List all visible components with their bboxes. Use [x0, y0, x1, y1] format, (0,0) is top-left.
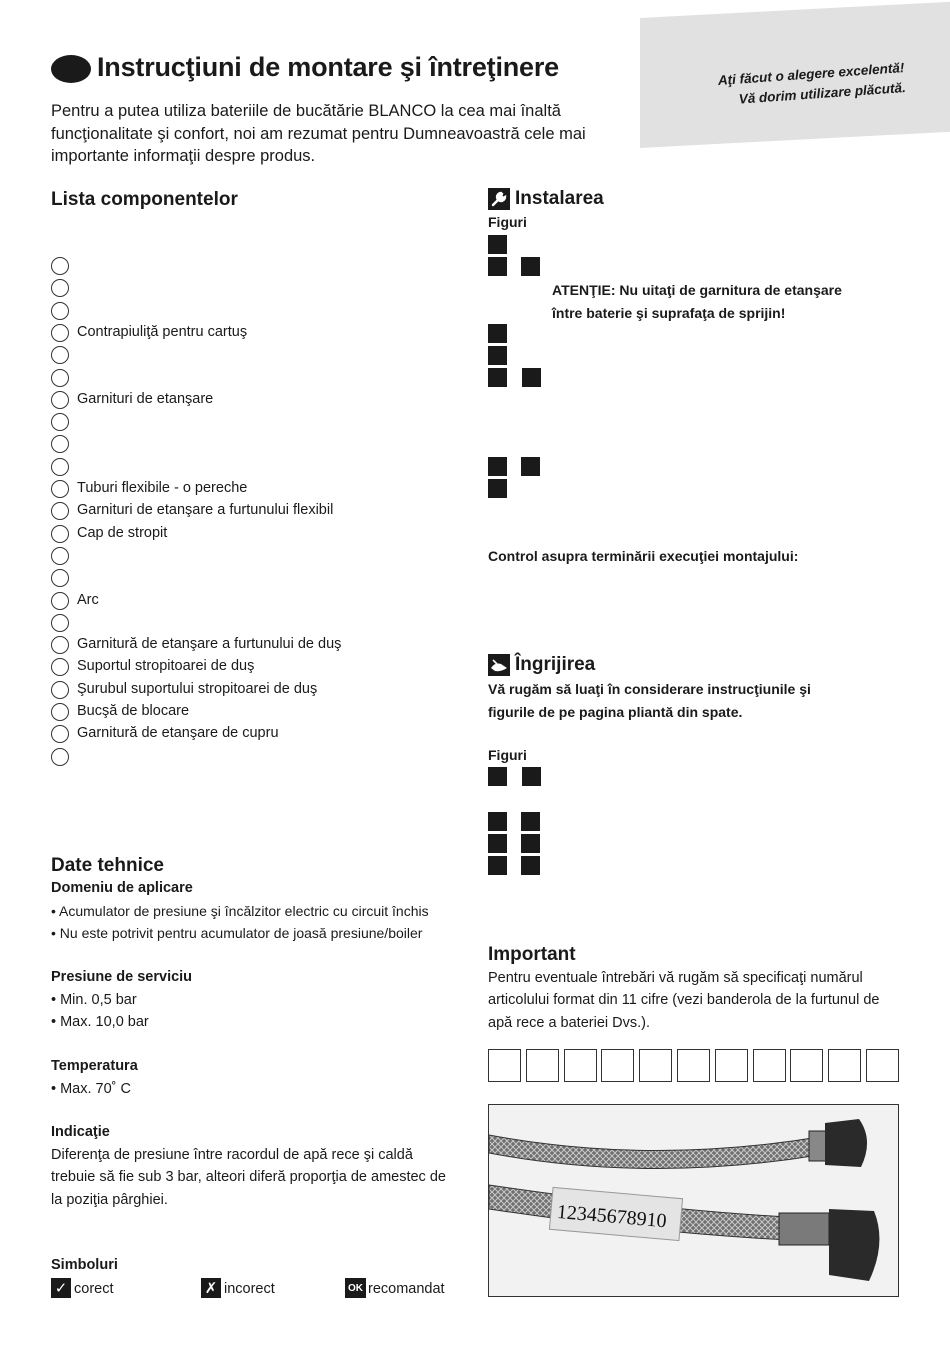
component-checkbox	[51, 279, 69, 297]
figure-marker	[488, 812, 507, 831]
component-checkbox	[51, 525, 69, 543]
component-label: Suportul stropitoarei de duş	[77, 658, 255, 674]
temperature-list	[51, 1078, 131, 1100]
component-checkbox	[51, 346, 69, 364]
pressure-list	[51, 989, 149, 1034]
installation-figures-label: Figuri	[488, 214, 527, 230]
figure-marker	[488, 257, 507, 276]
note-text: Diferenţa de presiune între racordul de apă rece şi caldă trebuie să fie sub 3 bar, alteori diferă proporţia de amestec de la poziţia pârghiei.	[51, 1147, 446, 1208]
pressure-item: • Min. 0,5 bar	[51, 992, 137, 1008]
component-checkbox	[51, 569, 69, 587]
page-title: Instrucţiuni de montare şi întreţinere	[97, 52, 559, 82]
symbol-incorrect-label: incorect	[224, 1281, 275, 1297]
figure-marker	[521, 834, 540, 853]
component-checkbox	[51, 391, 69, 409]
component-label: Garnituri de etanşare	[77, 391, 214, 407]
component-checkbox	[51, 369, 69, 387]
wrench-icon	[488, 188, 510, 210]
cleaning-icon	[488, 654, 510, 676]
technical-heading: Date tehnice	[51, 855, 164, 876]
article-digit-box	[526, 1049, 559, 1082]
ok-icon: OK	[345, 1278, 366, 1298]
article-digit-box	[753, 1049, 786, 1082]
component-checkbox	[51, 658, 69, 676]
component-checkbox	[51, 703, 69, 721]
temperature-item: • Max. 70˚ C	[51, 1081, 132, 1097]
figure-marker	[521, 457, 540, 476]
domain-item: • Nu este potrivit pentru acumulator de joasă presiune/boiler	[51, 925, 423, 942]
care-text	[488, 678, 888, 724]
component-checkbox	[51, 547, 69, 565]
figure-marker	[522, 767, 541, 786]
cleaning-icon-glyph	[489, 656, 509, 674]
hose-photo	[488, 1104, 899, 1297]
component-checkbox	[51, 681, 69, 699]
incorrect-icon: ✗	[201, 1278, 221, 1298]
intro-text: Pentru a putea utiliza bateriile de bucătărie BLANCO la cea mai înaltă funcţionalitate şi confort, noi am rezumat pentru Dumneavoastră cele mai importante informaţii despre produs.	[51, 102, 586, 165]
article-digit-box	[677, 1049, 710, 1082]
installation-control: Control asupra terminării execuţiei montajului:	[488, 548, 799, 564]
component-checkbox	[51, 592, 69, 610]
hose-photo-graphic	[489, 1105, 899, 1297]
component-checkbox	[51, 257, 69, 275]
pressure-heading: Presiune de serviciu	[51, 969, 193, 985]
component-checkbox	[51, 302, 69, 320]
hose-label-text: 12345678910	[556, 1200, 668, 1233]
installation-warning	[552, 279, 897, 325]
wrench-icon-glyph	[490, 190, 508, 208]
component-label: Garnitură de etanşare a furtunului de duş	[77, 636, 342, 652]
note-heading: Indicaţie	[51, 1124, 110, 1140]
figure-marker	[488, 834, 507, 853]
care-heading: Îngrijirea	[515, 654, 596, 675]
article-digit-box	[564, 1049, 597, 1082]
care-text-line-1: Vă rugăm să luaţi în considerare instrucţiunile şi	[488, 681, 811, 697]
care-text-line-2: figurile de pe pagina pliantă din spate.	[488, 704, 743, 720]
article-digit-box	[715, 1049, 748, 1082]
installation-heading: Instalarea	[515, 188, 604, 209]
component-checkbox	[51, 413, 69, 431]
component-label: Contrapiuliţă pentru cartuş	[77, 324, 248, 340]
banner-line-2: Vă dorim utilizare plăcută.	[738, 79, 907, 107]
component-checkbox	[51, 636, 69, 654]
important-heading: Important	[488, 944, 576, 965]
symbol-recommended-label: recomandat	[368, 1281, 445, 1297]
figure-marker	[488, 235, 507, 254]
component-label: Şurubul suportului stropitoarei de duş	[77, 681, 318, 697]
figure-marker	[521, 812, 540, 831]
component-checkbox	[51, 748, 69, 766]
figure-marker	[488, 856, 507, 875]
figure-marker	[488, 479, 507, 498]
component-label: Arc	[77, 592, 99, 608]
temperature-heading: Temperatura	[51, 1058, 138, 1074]
component-checkbox	[51, 725, 69, 743]
figure-marker	[521, 257, 540, 276]
domain-list	[51, 900, 471, 945]
component-checkbox	[51, 502, 69, 520]
warning-line-2: între baterie şi suprafaţa de sprijin!	[552, 305, 786, 321]
figure-marker	[488, 368, 507, 387]
warning-line-1: ATENŢIE: Nu uitaţi de garnitura de etanşare	[552, 282, 842, 298]
component-label: Garnituri de etanşare a furtunului flexibil	[77, 502, 334, 518]
figure-marker	[488, 346, 507, 365]
symbol-correct-label: corect	[74, 1281, 114, 1297]
article-digit-box	[828, 1049, 861, 1082]
component-checkbox	[51, 435, 69, 453]
article-digit-box	[866, 1049, 899, 1082]
figure-marker	[488, 457, 507, 476]
article-digit-box	[601, 1049, 634, 1082]
components-heading: Lista componentelor	[51, 189, 238, 210]
correct-icon: ✓	[51, 1278, 71, 1298]
symbols-heading: Simboluri	[51, 1257, 118, 1273]
care-figures-label: Figuri	[488, 747, 527, 763]
component-checkbox	[51, 458, 69, 476]
figure-marker	[521, 856, 540, 875]
figure-marker	[488, 324, 507, 343]
component-checkbox	[51, 324, 69, 342]
article-digit-box	[639, 1049, 672, 1082]
article-digit-box	[488, 1049, 521, 1082]
component-label: Tuburi flexibile - o pereche	[77, 480, 248, 496]
important-text: Pentru eventuale întrebări vă rugăm să specificaţi numărul articolului format din 11 cifre (vezi banderola de la furtunul de apă rece a bateriei Dvs.).	[488, 970, 880, 1031]
domain-heading: Domeniu de aplicare	[51, 880, 193, 896]
component-checkbox	[51, 614, 69, 632]
article-digit-box	[790, 1049, 823, 1082]
banner-line-1: Aţi făcut o alegere excelentă!	[717, 60, 905, 89]
component-label: Bucşă de blocare	[77, 703, 190, 719]
component-checkbox	[51, 480, 69, 498]
component-label: Garnitură de etanşare de cupru	[77, 725, 279, 741]
figure-marker	[522, 368, 541, 387]
domain-item: • Acumulator de presiune şi încălzitor electric cu circuit închis	[51, 903, 429, 919]
figure-marker	[488, 767, 507, 786]
title-bullet-icon	[51, 55, 91, 83]
component-label: Cap de stropit	[77, 525, 168, 541]
pressure-item: • Max. 10,0 bar	[51, 1014, 149, 1031]
